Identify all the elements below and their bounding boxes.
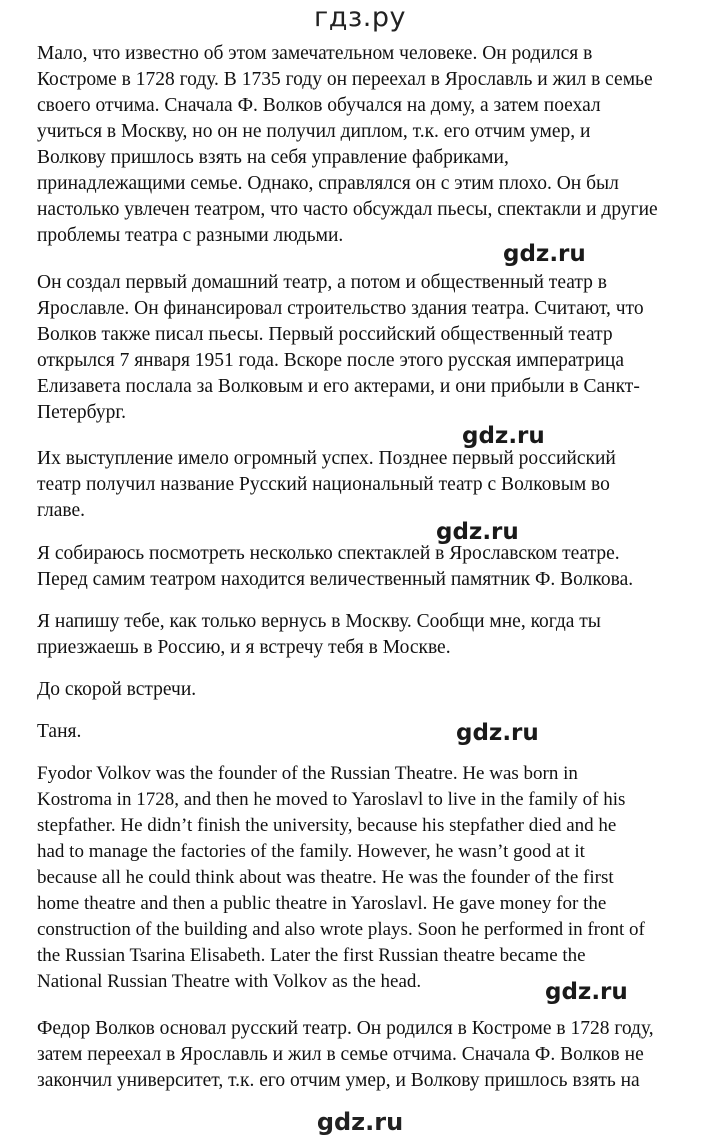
text-line: home theatre and then a public theatre in Yaroslavl. He gave money for the bbox=[37, 893, 607, 914]
text-line: открылся 7 января 1951 года. Вскоре после этого русская императрица bbox=[37, 350, 625, 371]
text-line: проблемы театра с разными людьми. bbox=[37, 225, 344, 246]
text-line: stepfather. He didn’t finish the university, because his stepfather died and he bbox=[37, 815, 617, 836]
text-line: because all he could think about was theatre. He was the founder of the first bbox=[37, 867, 614, 888]
text-line: Fyodor Volkov was the founder of the Russian Theatre. He was born in bbox=[37, 763, 578, 784]
watermark: gdz.ru bbox=[436, 519, 519, 545]
paragraph-2 bbox=[37, 270, 717, 426]
text-line: Елизавета послала за Волковым и его актерами, и они прибыли в Санкт- bbox=[37, 376, 640, 397]
site-footer: gdz.ru bbox=[316, 1108, 404, 1136]
text-line: Ярославле. Он финансировал строительство здания театра. Считают, что bbox=[37, 298, 644, 319]
paragraph-7 bbox=[37, 719, 717, 745]
site-header: гдз.ру bbox=[314, 2, 406, 33]
text-line: Федор Волков основал русский театр. Он родился в Костроме в 1728 году, bbox=[37, 1018, 654, 1039]
text-line: настолько увлечен театром, что часто обсуждал пьесы, спектакли и другие bbox=[37, 199, 658, 220]
paragraph-9 bbox=[37, 1016, 717, 1094]
text-line: затем переехал в Ярославль и жил в семье отчима. Сначала Ф. Волков не bbox=[37, 1044, 644, 1065]
text-line: Костроме в 1728 году. В 1735 году он переехал в Ярославль и жил в семье bbox=[37, 69, 653, 90]
text-line: Волков также писал пьесы. Первый российский общественный театр bbox=[37, 324, 613, 345]
text-line: театр получил название Русский национальный театр с Волковым во bbox=[37, 474, 610, 495]
paragraph-6 bbox=[37, 677, 717, 703]
watermark: gdz.ru bbox=[545, 979, 628, 1005]
text-line: закончил университет, т.к. его отчим умер, и Волкову пришлось взять на bbox=[37, 1070, 640, 1091]
watermark: gdz.ru bbox=[503, 241, 586, 267]
text-line: Таня. bbox=[37, 721, 82, 742]
text-line: construction of the building and also wrote plays. Soon he performed in front of bbox=[37, 919, 645, 940]
text-line: Kostroma in 1728, and then he moved to Yaroslavl to live in the family of his bbox=[37, 789, 626, 810]
text-line: своего отчима. Сначала Ф. Волков обучался на дому, а затем поехал bbox=[37, 95, 601, 116]
text-line: До скорой встречи. bbox=[37, 679, 197, 700]
text-line: had to manage the factories of the family. However, he wasn’t good at it bbox=[37, 841, 585, 862]
watermark: gdz.ru bbox=[462, 423, 545, 449]
text-line: National Russian Theatre with Volkov as the head. bbox=[37, 971, 422, 992]
watermark: gdz.ru bbox=[456, 720, 539, 746]
paragraph-5 bbox=[37, 609, 717, 661]
text-line: Он создал первый домашний театр, а потом и общественный театр в bbox=[37, 272, 607, 293]
paragraph-8 bbox=[37, 761, 717, 995]
paragraph-1 bbox=[37, 41, 717, 249]
text-line: принадлежащими семье. Однако, справлялся он с этим плохо. Он был bbox=[37, 173, 619, 194]
text-line: Я напишу тебе, как только вернусь в Москву. Сообщи мне, когда ты bbox=[37, 611, 601, 632]
text-line: Их выступление имело огромный успех. Позднее первый российский bbox=[37, 448, 616, 469]
text-line: главе. bbox=[37, 500, 86, 521]
text-line: the Russian Tsarina Elisabeth. Later the first Russian theatre became the bbox=[37, 945, 586, 966]
paragraph-4 bbox=[37, 541, 717, 593]
text-line: Мало, что известно об этом замечательном человеке. Он родился в bbox=[37, 43, 593, 64]
text-line: приезжаешь в Россию, и я встречу тебя в Москве. bbox=[37, 637, 451, 658]
text-line: Волкову пришлось взять на себя управление фабриками, bbox=[37, 147, 509, 168]
paragraph-3 bbox=[37, 446, 717, 524]
text-line: Я собираюсь посмотреть несколько спектаклей в Ярославском театре. bbox=[37, 543, 620, 564]
text-line: Петербург. bbox=[37, 402, 127, 423]
text-line: учиться в Москву, но он не получил диплом, т.к. его отчим умер, и bbox=[37, 121, 591, 142]
text-line: Перед самим театром находится величественный памятник Ф. Волкова. bbox=[37, 569, 634, 590]
